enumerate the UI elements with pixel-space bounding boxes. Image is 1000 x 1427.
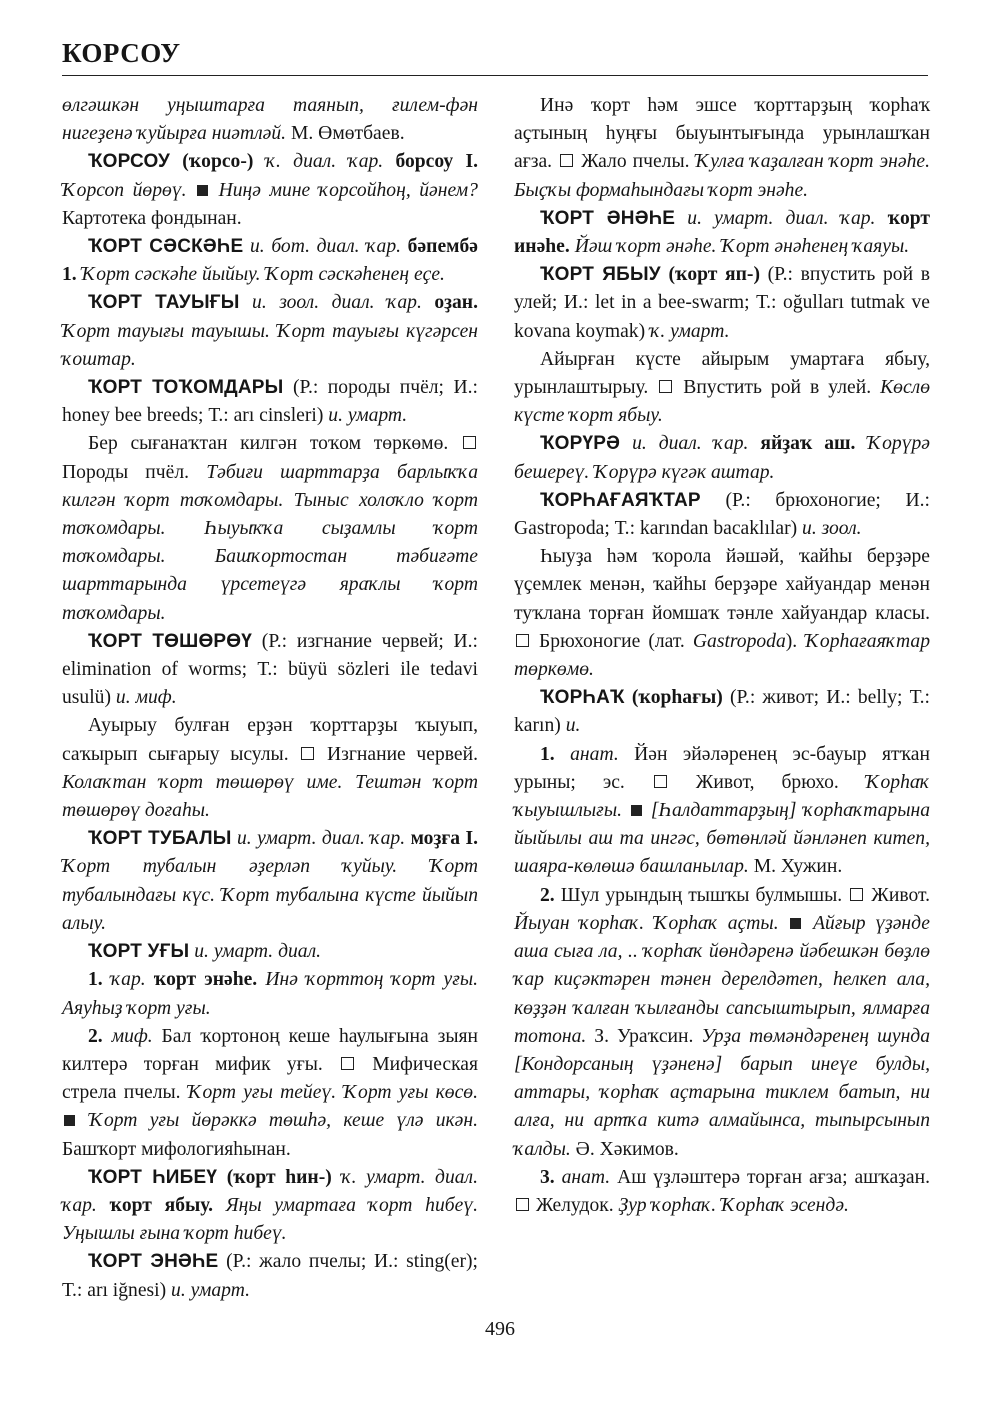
- entry-continuation: өлгәшкән уңыштарға таянып, ғилем-фән нигеҙенә ҡуйырға ниәтләй. М. Өмөтбаев.: [62, 95, 478, 145]
- entry-sense: 3. анат. Аш үҙләштерә торған ағза; ашҡаҙан. Желудок. Ҙур ҡорһаҡ. Ҡорһаҡ эсендә.: [514, 1164, 930, 1220]
- entry-definition: Бер сығанаҡтан килгән тоҡом төркөмө. Породы пчёл. Тәбиғи шарттарҙа барлыҡҡа килгән ҡорт тоҡомдары. Тыныс холоҡло ҡорт тоҡомдары. Һыуыҡҡа сыҙамлы ҡорт тоҡомдары. Башҡортостан тәбиғәте шарттарында үрсетеүгә яраҡлы ҡорт тоҡомдары.: [62, 433, 478, 624]
- dictionary-entry: ҠОРТ ЯБЫУ (ҡорт яп-) (Р.: впустить рой в улей; И.: let in a bee-swarm; Т.: oğulları tutmak ve kovana koymak) ҡ. умарт.: [514, 264, 930, 342]
- entry-definition: Айырған күсте айырым умартаға ябыу, урынлаштырыу. Впустить рой в улей. Көслө күсте ҡорт ябыу.: [514, 348, 930, 427]
- dictionary-entry: ҠОРТ ТАУЫҒЫ и. зоол. диал. ҡар. оҙан. Ҡорт тауығы тауышы. Ҡорт тауығы күгәрсен ҡоштар.: [62, 292, 478, 370]
- entry-definition: Һыуҙа һәм ҡорола йәшәй, ҡайһы берҙәре үҫемлек менән, ҡайһы берҙәре хайуандар менән туҡлана торған йомшаҡ тәнле хайуандар класы. Брюхоногие (лат. Gastropoda). Ҡорһағаяҡтар төркөмө.: [514, 546, 930, 681]
- dictionary-entry: ҠОРҮРӘ и. диал. ҡар. яйҙаҡ аш. Ҡорүрә бешереү. Ҡорүрә күгәк аштар.: [514, 433, 930, 483]
- entry-sense: 2. миф. Бал ҡортоноң кеше һаулығына зыян килтерә торған мифик уғы. Мифическая стрела пчелы. Ҡорт уғы тейеү. Ҡорт уғы көсө. Ҡорт уғы йөрәккә төшһә, кеше үлә икән. Башҡорт мифологияһынан.: [62, 1025, 479, 1160]
- running-head: КОРСОУ: [62, 38, 181, 68]
- entry-sense: 2. Шул урындың тышҡы булмышы. Живот. Йыуан ҡорһаҡ. Ҡорһаҡ аҫты. Айғыр үҙәнде аша сыға ла, .. ҡорһаҡ йөндәренә йәбешкән бөҙлө ҡар киҫәктәрен тәнен дерелдәтеп, һелкеп ала, көҙҙән ҡалған ҡылғанды сапсыштырып, ялмарға тотона. З. Ураҡсин. Урҙа төмәндәренең шунда [Кондорсаның үҙәненә] барып инеүе булды, аттары, ҡорһаҡ аҫтарына тиклем батып, ни алға, ни артҡа китә алмайынса, тыпырсынып ҡалды. Ә. Хәкимов.: [514, 884, 930, 1160]
- left-column: [62, 92, 478, 1305]
- entry-definition: Ауырыу булған ерҙән ҡорттарҙы ҡыуып, саҡырып сығарыу ысулы. Изгнание червей. Колаҡтан ҡорт төшөрөү име. Тештән ҡорт төшөрөү доғаһы.: [62, 715, 479, 822]
- dictionary-entry: ҠОРТ СӘСКӘҺЕ и. бот. диал. ҡар. бәпембә 1. Ҡорт сәскәһе йыйыу. Ҡорт сәскәһенең еҫе.: [62, 236, 478, 286]
- dictionary-entry: ҠОРТ УҒЫ и. умарт. диал.: [88, 941, 322, 963]
- right-column: [514, 92, 930, 1220]
- dictionary-entry: ҠОРҺАҒАЯҠТАР (Р.: брюхоногие; И.: Gastropoda; Т.: karından bacaklılar) и. зоол.: [514, 489, 930, 540]
- entry-sense: 1. ҡар. ҡорт энәһе. Инә ҡорттоң ҡорт уғы. Аяуһыҙ ҡорт уғы.: [62, 969, 479, 1019]
- dictionary-entry: ҠОРСОУ (ҡорсо-) ҡ. диал. ҡар. борсоу I. Ҡорсоп йөрөү. Ниңә мине ҡорсойһоң, йәнем? Картотека фондынан.: [62, 151, 479, 229]
- dictionary-entry: ҠОРТ ТӨШӨРӨҮ (Р.: изгнание червей; И.: elimination of worms; Т.: büyü sözleri ile tedavi usulü) и. миф.: [62, 630, 478, 709]
- entry-sense: 1. анат. Йән эйәләренең эс-бауыр ятҡан урыны; эс. Живот, брюхо. Ҡорһаҡ ҡыуышлығы. [Һалдаттарҙың] ҡорһаҡтарына йыйылы аш та ингәс, бөтөнләй йәнләнеп китеп, шаяра-көлөшә башланылар. М. Хужин.: [514, 743, 931, 878]
- dictionary-entry: ҠОРТ ТУБАЛЫ и. умарт. диал. ҡар. моҙға I. Ҡорт тубалын әҙерләп ҡуйыу. Ҡорт тубалындағы күс. Ҡорт тубалына күсте йыйып алыу.: [62, 828, 479, 934]
- dictionary-entry: ҠОРТ ӘНӘҺЕ и. умарт. диал. ҡар. ҡорт инәһе. Йәш ҡорт әнәһе. Ҡорт әнәһенең ҡаяуы.: [514, 207, 931, 258]
- dictionary-entry: ҠОРТ ҺИБЕҮ (ҡорт һин-) ҡ. умарт. диал. ҡар. ҡорт ябыу. Яңы умартаға ҡорт һибеү. Уңышлы ғына ҡорт һибеү.: [62, 1166, 479, 1245]
- dictionary-entry: ҠОРҺАҠ (ҡорһағы) (Р.: живот; И.: belly; Т.: karın) и.: [514, 687, 930, 737]
- dictionary-entry: ҠОРТ ТОҠОМДАРЫ (Р.: породы пчёл; И.: honey bee breeds; Т.: arı cinsleri) и. умарт.: [62, 377, 478, 427]
- header-rule: [62, 75, 928, 76]
- dictionary-entry: ҠОРТ ЭНӘҺЕ (Р.: жало пчелы; И.: sting(er); Т.: arı iğnesi) и. умарт.: [62, 1251, 478, 1301]
- entry-definition: Инә ҡорт һәм эшсе ҡорттарҙың ҡорһаҡ аҫтының һуңғы быуынтығында урынлашҡан ағза. Жало пчелы. Ҡулға ҡаҙалған ҡорт энәһе. Быҫҡы формаһындағы ҡорт энәһе.: [514, 95, 930, 201]
- page-number: 496: [485, 1318, 515, 1340]
